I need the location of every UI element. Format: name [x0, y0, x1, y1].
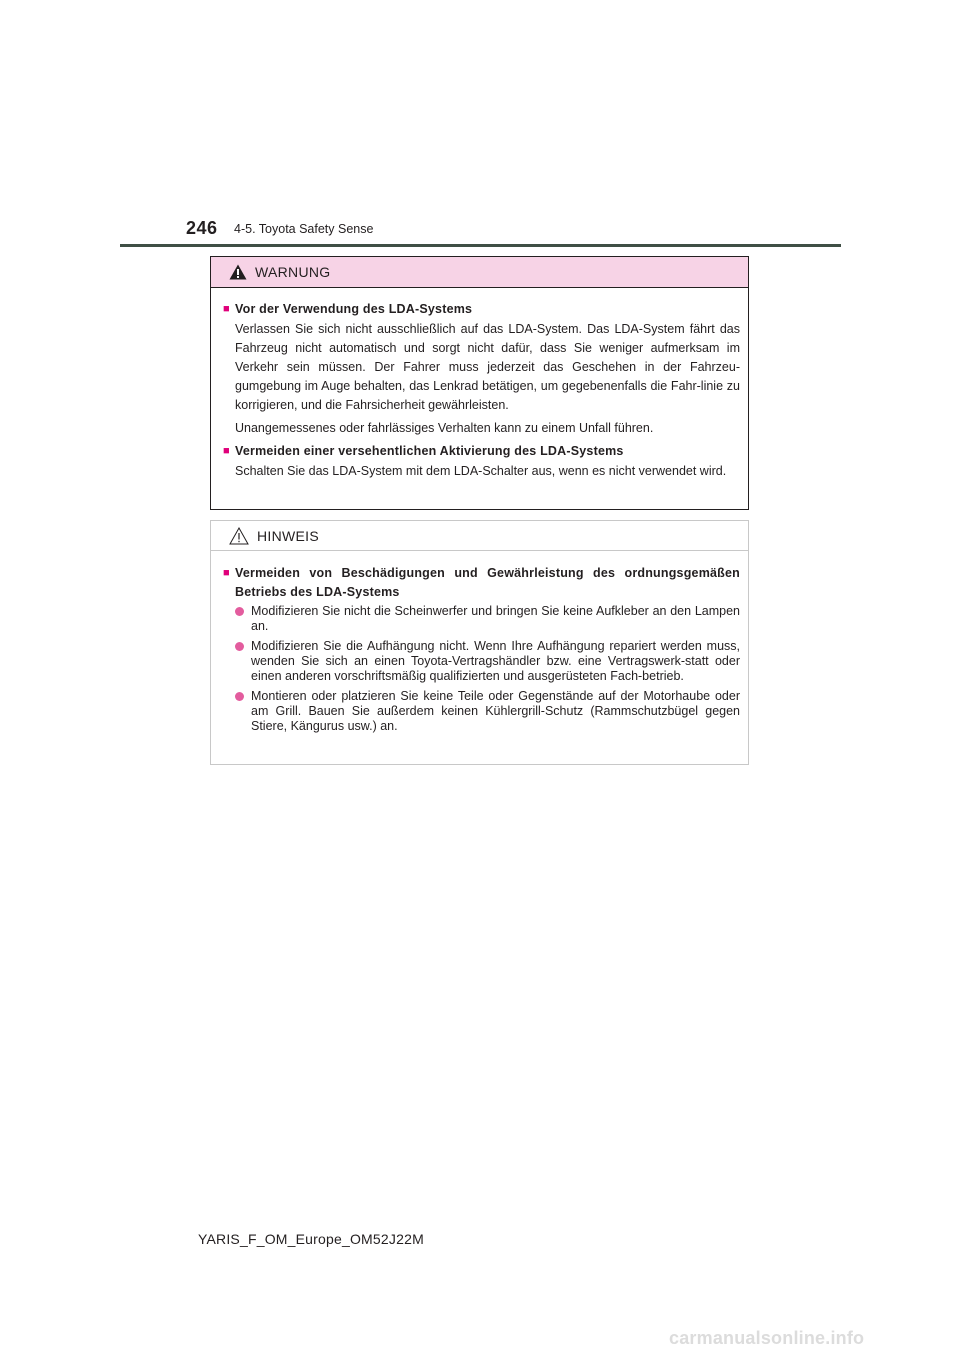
document-code: YARIS_F_OM_Europe_OM52J22M	[198, 1231, 424, 1247]
caution-triangle-outline-icon	[229, 527, 249, 545]
warning-item-title: Vermeiden einer versehentlichen Aktivierung des LDA-Systems	[235, 444, 624, 458]
list-item	[235, 604, 740, 634]
warning-item	[223, 300, 740, 319]
warning-header	[211, 257, 748, 288]
watermark: carmanualsonline.info	[669, 1328, 865, 1348]
list-item	[235, 689, 740, 734]
notice-item	[223, 564, 740, 602]
warning-paragraph: Verlassen Sie sich nicht ausschließlich auf das LDA-System. Das LDA-System fährt das Fahrzeug nicht automatisch und sorgt nicht dafür, dass Sie weniger aufmerksam im Verkehr sein müssen. Der Fahrer muss jederzeit das Geschehen in der Fahrzeu-gumgebung im Auge behalten, das Lenkrad betätigen, um gegebenenfalls die Fahr-linie zu korrigieren, und die Fahrsicherheit gewährleisten.	[235, 322, 740, 412]
round-bullet-icon	[235, 639, 246, 684]
warning-title: WARNUNG	[255, 264, 331, 280]
list-item	[235, 639, 740, 684]
round-bullet-icon	[235, 604, 246, 634]
bullet-text: Montieren oder platzieren Sie keine Teile oder Gegenstände auf der Motorhaube oder am Grill. Bauen Sie außerdem keinen Kühlergrill-Schutz (Rammschutzbügel gegen Stiere, Kängurus usw.) an.	[251, 689, 740, 733]
notice-title: HINWEIS	[257, 527, 319, 544]
bullet-text: Modifizieren Sie nicht die Scheinwerfer und bringen Sie keine Aufkleber an den Lampen an.	[251, 604, 740, 633]
warning-paragraph: Schalten Sie das LDA-System mit dem LDA-Schalter aus, wenn es nicht verwendet wird.	[235, 464, 727, 478]
section-title: 4-5. Toyota Safety Sense	[234, 222, 374, 236]
notice-header	[211, 521, 748, 551]
notice-item-title: Vermeiden von Beschädigungen und Gewährleistung des ordnungsgemäßen Betriebs des LDA-Systems	[235, 566, 740, 599]
warning-triangle-icon	[229, 264, 247, 280]
warning-paragraph: Unangemessenes oder fahrlässiges Verhalten kann zu einem Unfall führen.	[235, 421, 654, 435]
header-divider	[120, 244, 841, 247]
notice-box	[210, 520, 749, 765]
square-bullet-icon: ■	[223, 445, 230, 457]
warning-body	[211, 288, 748, 481]
warning-item-title: Vor der Verwendung des LDA-Systems	[235, 302, 473, 316]
warning-item	[223, 442, 740, 461]
square-bullet-icon: ■	[223, 567, 230, 579]
bullet-text: Modifizieren Sie die Aufhängung nicht. Wenn Ihre Aufhängung repariert werden muss, wenden Sie sich an einen Toyota-Vertragshändler bzw. eine Vertragswerk-statt oder einen anderen vorschriftsmäßig qualifizierten und ausgerüsteten Fach-betrieb.	[251, 639, 740, 683]
round-bullet-icon	[235, 689, 246, 734]
square-bullet-icon: ■	[223, 303, 230, 315]
page-number: 246	[186, 218, 218, 238]
notice-bullet-list	[235, 604, 740, 734]
warning-box	[210, 256, 749, 510]
notice-body	[211, 551, 748, 734]
